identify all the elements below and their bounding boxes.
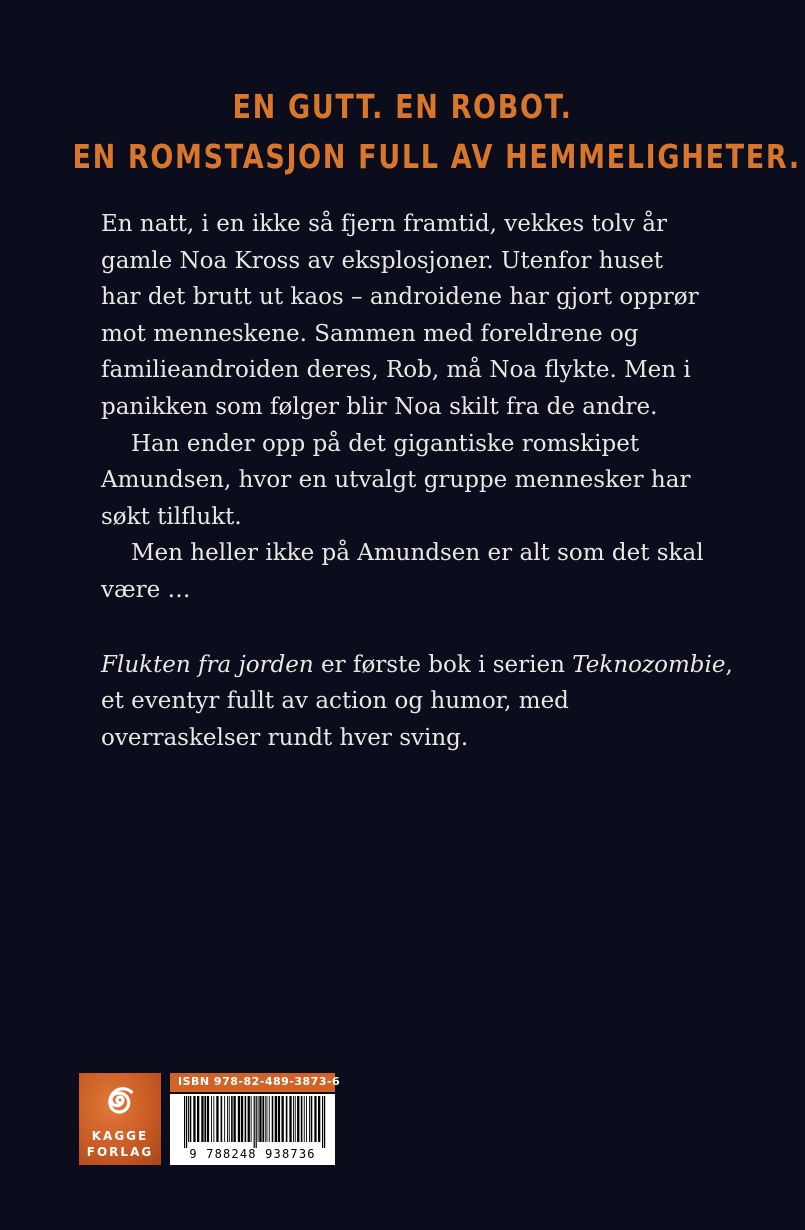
text-line: Men heller ikke på Amundsen er alt som det skal	[131, 540, 704, 567]
text-line: overraskelser rundt hver sving.	[101, 724, 469, 751]
tagline-line-1: EN GUTT. EN ROBOT.	[232, 87, 573, 126]
barcode-bar	[256, 1096, 257, 1148]
text-line: gamle Noa Kross av eksplosjoner. Utenfor huset	[101, 247, 664, 274]
text-line: et eventyr fullt av action og humor, med	[101, 688, 569, 715]
barcode-bar	[186, 1096, 187, 1148]
text-line: panikken som følger blir Noa skilt fra de andre.	[101, 393, 658, 420]
tagline-line-2: EN ROMSTASJON FULL AV HEMMELIGHETER.	[72, 137, 801, 176]
barcode-bar	[204, 1096, 206, 1142]
barcode-bar	[248, 1096, 250, 1142]
text-line: søkt tilflukt.	[101, 503, 242, 530]
barcode-bar	[297, 1096, 299, 1142]
text-line: Amundsen, hvor en utvalgt gruppe mennesker har	[101, 467, 691, 494]
spiral-icon	[99, 1082, 141, 1124]
barcode-bar	[309, 1096, 310, 1142]
barcode-bar	[211, 1096, 212, 1142]
barcode-bar	[306, 1096, 307, 1142]
paragraph-2	[101, 426, 741, 536]
barcode-bar	[188, 1096, 189, 1142]
barcode-bar	[258, 1096, 259, 1142]
barcode-bar	[221, 1096, 223, 1142]
barcode-bar	[234, 1096, 236, 1142]
barcode-bar	[193, 1096, 195, 1142]
barcode-bar	[245, 1096, 247, 1142]
barcode-bar	[238, 1096, 240, 1142]
barcode-bar	[201, 1096, 203, 1142]
paragraph-4	[101, 647, 741, 757]
book-title: Flukten fra jorden	[101, 651, 314, 678]
barcode-bar	[269, 1096, 270, 1142]
barcode	[170, 1094, 335, 1165]
barcode-bar	[251, 1096, 252, 1142]
barcode-bar	[286, 1096, 288, 1142]
barcode-bar	[293, 1096, 294, 1142]
paragraph-1	[101, 206, 741, 426]
text-line: familieandroiden deres, Rob, må Noa flykte. Men i	[101, 357, 691, 384]
barcode-bar	[224, 1096, 225, 1142]
barcode-bar	[216, 1096, 218, 1142]
publisher-name-line-1: KAGGE	[91, 1129, 149, 1143]
blurb	[101, 206, 741, 756]
barcode-bar	[190, 1096, 192, 1142]
publisher-logo	[79, 1073, 161, 1165]
text-fragment: er første bok i serien	[313, 651, 573, 678]
barcode-bar	[262, 1096, 264, 1142]
tagline	[72, 82, 801, 182]
barcode-bar	[229, 1096, 230, 1142]
barcode-bar	[241, 1096, 243, 1142]
barcode-bar	[322, 1096, 323, 1148]
barcode-bar	[278, 1096, 280, 1142]
barcode-bar	[314, 1096, 316, 1142]
barcode-bar	[213, 1096, 214, 1142]
barcode-bar	[289, 1096, 291, 1142]
publisher-name-line-2: FORLAG	[86, 1145, 154, 1159]
text-line: være …	[101, 576, 191, 603]
barcode-bar	[295, 1096, 296, 1142]
text-line: har det brutt ut kaos – androidene har gjort opprør	[101, 284, 699, 311]
barcode-bar	[259, 1096, 261, 1142]
barcode-bar	[318, 1096, 320, 1142]
barcode-bar	[265, 1096, 266, 1142]
barcode-bars	[170, 1096, 335, 1148]
barcode-bar	[304, 1096, 305, 1142]
isbn-bar	[170, 1073, 341, 1092]
barcode-bar	[197, 1096, 199, 1142]
barcode-bar	[227, 1096, 228, 1142]
barcode-bar	[231, 1096, 233, 1142]
barcode-bar	[254, 1096, 255, 1148]
barcode-bar	[184, 1096, 185, 1148]
text-line	[101, 647, 741, 684]
paragraph-3	[101, 535, 741, 608]
barcode-bar	[301, 1096, 303, 1142]
paragraph-gap	[101, 609, 741, 647]
text-fragment: ,	[725, 651, 733, 678]
isbn-label: ISBN 978-82-489-3873-6	[178, 1075, 341, 1088]
barcode-bar	[275, 1096, 277, 1142]
barcode-bar	[272, 1096, 274, 1142]
text-line: Han ender opp på det gigantiske romskipet	[131, 430, 640, 457]
text-line: En natt, i en ikke så fjern framtid, vekkes tolv år	[101, 211, 667, 237]
barcode-bar	[282, 1096, 284, 1142]
series-title: Teknozombie	[572, 651, 726, 678]
barcode-bar	[267, 1096, 268, 1142]
barcode-bar	[207, 1096, 209, 1142]
barcode-number: 9 788248 938736	[189, 1147, 316, 1161]
barcode-bar	[311, 1096, 313, 1142]
barcode-bar	[324, 1096, 325, 1148]
text-line: mot menneskene. Sammen med foreldrene og	[101, 320, 639, 347]
